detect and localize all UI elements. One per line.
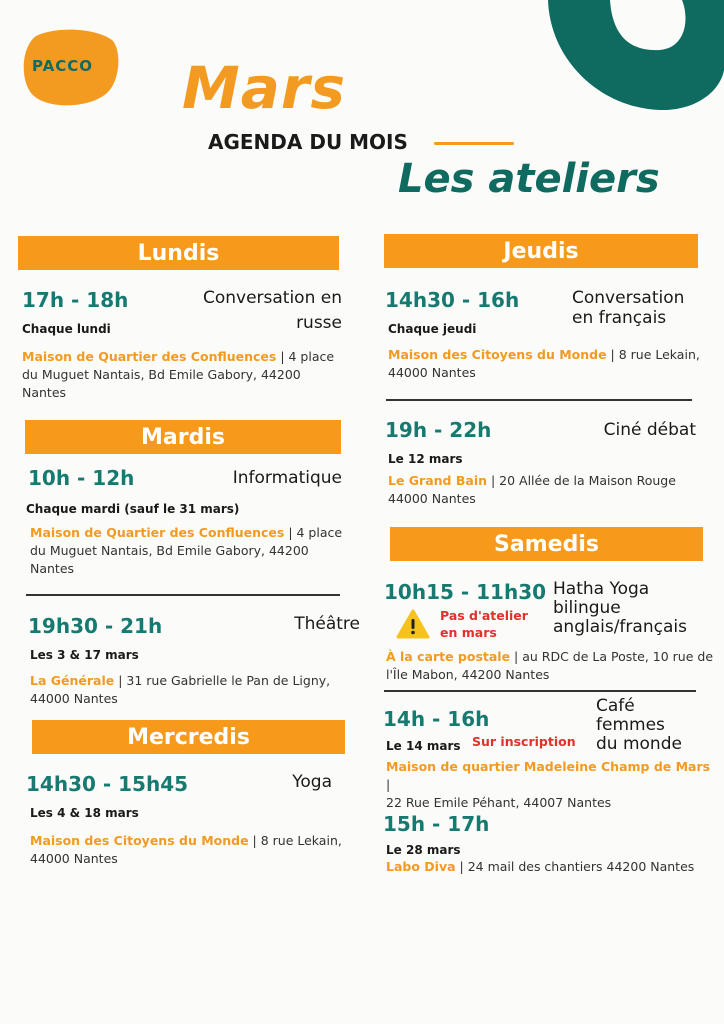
samedis-note-1-line-2: en mars xyxy=(440,624,497,640)
samedis-time-2: 14h - 16h xyxy=(383,707,490,731)
samedis-time-1: 10h15 - 11h30 xyxy=(384,580,547,604)
samedis-address-1 xyxy=(386,648,716,684)
mardis-addr-2b: 44000 Nantes xyxy=(30,691,118,707)
samedis-activity-2 xyxy=(596,697,706,754)
lundis-address xyxy=(22,348,352,402)
jeudis-when-2: Le 12 mars xyxy=(388,452,463,466)
samedis-when-2: Le 14 mars xyxy=(386,739,461,753)
jeudis-addr-2a: | 20 Allée de la Maison Rouge xyxy=(487,473,676,488)
samedis-place-2: Maison de quartier Madeleine Champ de Mars xyxy=(386,759,711,774)
mardis-addr-1b: du Muguet Nantais, Bd Emile Gabory, 44200 xyxy=(30,543,309,559)
mardis-activity-1: Informatique xyxy=(232,468,342,488)
month-title: Mars xyxy=(182,54,346,122)
samedis-when-3: Le 28 mars xyxy=(386,843,461,857)
samedis-activity-2-line-1: Café xyxy=(596,696,635,716)
mardis-addr-1a: | 4 place xyxy=(284,525,343,540)
samedis-note-1-line-1: Pas d'atelier xyxy=(440,608,528,623)
lundis-when: Chaque lundi xyxy=(22,322,111,336)
samedis-address-3 xyxy=(386,858,716,876)
banner-samedis: Samedis xyxy=(390,527,703,561)
samedis-activity-1-line-2: bilingue xyxy=(553,598,621,619)
jeudis-place-2: Le Grand Bain xyxy=(388,473,487,488)
mercredis-addr-2: 44000 Nantes xyxy=(30,851,118,867)
mardis-addr-1c: Nantes xyxy=(30,561,75,577)
mardis-addr-2a: | 31 rue Gabrielle le Pan de Ligny, xyxy=(114,673,331,688)
mardis-time-2: 19h30 - 21h xyxy=(28,614,163,638)
samedis-addr-2a: | xyxy=(386,777,391,793)
samedis-note-1 xyxy=(440,608,528,642)
lundis-addr-2: du Muguet Nantais, Bd Emile Gabory, 44200 xyxy=(22,367,301,383)
samedis-place-1: À la carte postale xyxy=(386,649,511,664)
samedis-addr-2b: 22 Rue Emile Péhant, 44007 Nantes xyxy=(386,795,612,811)
ateliers-title: Les ateliers xyxy=(398,156,660,202)
mercredis-when: Les 4 & 18 mars xyxy=(30,806,139,820)
samedis-note-2: Sur inscription xyxy=(472,734,576,749)
banner-lundis: Lundis xyxy=(18,236,339,270)
jeudis-activity-1-line-1: Conversation xyxy=(572,288,685,308)
mercredis-activity: Yoga xyxy=(292,772,332,792)
lundis-activity-line-2: russe xyxy=(296,313,342,334)
lundis-addr-1: | 4 place xyxy=(276,349,335,364)
mardis-place-2: La Générale xyxy=(30,673,115,688)
warning-icon xyxy=(396,609,430,639)
jeudis-addr-1a: | 8 rue Lekain, xyxy=(606,347,700,362)
mercredis-addr-1: | 8 rue Lekain, xyxy=(248,833,342,848)
lundis-time: 17h - 18h xyxy=(22,288,129,312)
jeudis-place-1: Maison des Citoyens du Monde xyxy=(388,347,607,362)
samedis-activity-1-line-3: anglais/français xyxy=(553,617,687,638)
jeudis-time-2: 19h - 22h xyxy=(385,418,492,442)
banner-mercredis: Mercredis xyxy=(32,720,345,754)
logo-text: PACCO xyxy=(32,57,93,75)
lundis-activity xyxy=(180,288,342,333)
decorative-arc xyxy=(520,0,724,120)
jeudis-addr-2b: 44000 Nantes xyxy=(388,491,476,507)
samedis-addr-1a: | au RDC de La Poste, 10 rue de xyxy=(510,649,714,664)
divider xyxy=(26,594,340,596)
samedis-time-3: 15h - 17h xyxy=(383,812,490,836)
mardis-activity-2: Théâtre xyxy=(294,614,360,634)
jeudis-addr-1b: 44000 Nantes xyxy=(388,365,476,381)
jeudis-address-2 xyxy=(388,472,708,508)
jeudis-time-1: 14h30 - 16h xyxy=(385,288,520,312)
jeudis-activity-1 xyxy=(572,288,712,328)
samedis-activity-2-line-2: femmes xyxy=(596,715,665,736)
lundis-place: Maison de Quartier des Confluences xyxy=(22,349,277,364)
mercredis-place: Maison des Citoyens du Monde xyxy=(30,833,249,848)
mardis-when-2: Les 3 & 17 mars xyxy=(30,648,139,662)
samedis-address-2 xyxy=(386,758,716,812)
agenda-heading: AGENDA DU MOIS xyxy=(208,130,408,154)
jeudis-activity-1-line-2: en français xyxy=(572,308,667,329)
banner-mardis: Mardis xyxy=(25,420,341,454)
mercredis-address xyxy=(30,832,350,868)
agenda-underline xyxy=(434,142,514,145)
jeudis-activity-2: Ciné débat xyxy=(603,420,696,440)
samedis-activity-1 xyxy=(553,580,713,637)
mardis-time-1: 10h - 12h xyxy=(28,466,135,490)
divider xyxy=(386,399,692,401)
samedis-activity-2-line-3: du monde xyxy=(596,734,682,755)
lundis-activity-line-1: Conversation en xyxy=(202,288,342,308)
banner-jeudis: Jeudis xyxy=(384,234,698,268)
samedis-activity-1-line-1: Hatha Yoga xyxy=(553,579,650,599)
mardis-address-1 xyxy=(30,524,350,578)
jeudis-address-1 xyxy=(388,346,708,382)
mardis-when-1: Chaque mardi (sauf le 31 mars) xyxy=(26,502,240,516)
mardis-place-1: Maison de Quartier des Confluences xyxy=(30,525,285,540)
samedis-addr-1b: l'Île Mabon, 44200 Nantes xyxy=(386,667,550,683)
samedis-place-3: Labo Diva xyxy=(386,859,456,874)
mardis-address-2 xyxy=(30,672,350,708)
mercredis-time: 14h30 - 15h45 xyxy=(26,772,189,796)
jeudis-when-1: Chaque jeudi xyxy=(388,322,477,336)
divider xyxy=(384,690,696,692)
samedis-addr-3a: | 24 mail des chantiers 44200 Nantes xyxy=(455,859,695,874)
lundis-addr-3: Nantes xyxy=(22,385,67,401)
